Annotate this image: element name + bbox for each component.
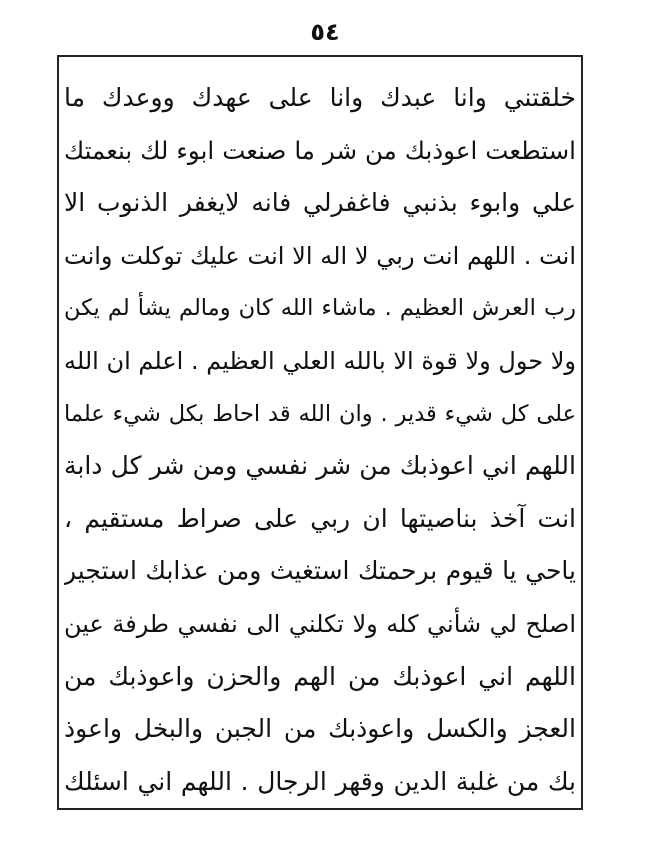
text-line: علي وابوء بذنبي فاغفرلي فانه لايغفر الذنوب الا xyxy=(64,188,576,218)
page-number: ٥٤ xyxy=(310,18,340,46)
text-line: ياحي يا قيوم برحمتك استغيث ومن عذابك استجير xyxy=(64,556,576,586)
text-line: استطعت اعوذبك من شر ما صنعت ابوء لك بنعمتك xyxy=(64,135,576,165)
text-line: اللهم اني اعوذبك من شر نفسي ومن شر كل دابة xyxy=(64,451,576,481)
text-line: انت . اللهم انت ربي لا اله الا انت عليك توكلت وانت xyxy=(64,241,576,270)
text-line: رب العرش العظيم . ماشاء الله كان ومالم يشأ لم يكن xyxy=(64,295,576,322)
text-line: ولا حول ولا قوة الا بالله العلي العظيم . اعلم ان الله xyxy=(64,346,576,375)
text-line: العجز والكسل واعوذبك من الجبن والبخل واعوذ xyxy=(64,714,576,744)
text-line: اللهم اني اعوذبك من الهم والحزن واعوذبك من xyxy=(64,661,576,691)
text-line: اصلح لي شأني كله ولا تكلني الى نفسي طرفة عين xyxy=(64,609,576,638)
text-line: بك من غلبة الدين وقهر الرجال . اللهم اني اسئلك xyxy=(64,766,576,796)
text-line: خلقتني وانا عبدك وانا على عهدك ووعدك ما xyxy=(64,83,576,112)
text-line: انت آخذ بناصيتها ان ربي على صراط مستقيم ، xyxy=(64,503,576,533)
arabic-text-body xyxy=(64,72,576,802)
text-line: على كل شيء قدير . وان الله قد احاط بكل شيء علما xyxy=(64,400,576,427)
